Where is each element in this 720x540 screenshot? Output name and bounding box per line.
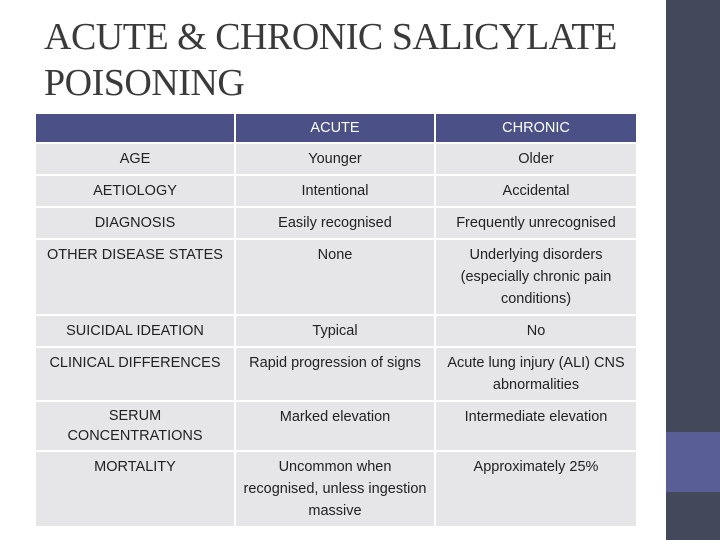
row-label: AGE bbox=[36, 142, 236, 174]
row-label: CLINICAL DIFFERENCES bbox=[36, 346, 236, 400]
row-label: OTHER DISEASE STATES bbox=[36, 238, 236, 314]
header-chronic: CHRONIC bbox=[436, 114, 636, 142]
chronic-cell: Frequently unrecognised bbox=[436, 206, 636, 238]
header-blank bbox=[36, 114, 236, 142]
chronic-cell: Underlying disorders (especially chronic pain conditions) bbox=[436, 238, 636, 314]
slide-title bbox=[44, 14, 644, 106]
chronic-cell: Older bbox=[436, 142, 636, 174]
table-row bbox=[36, 206, 636, 238]
acute-cell: Uncommon when recognised, unless ingestion massive bbox=[236, 450, 436, 526]
acute-cell: Intentional bbox=[236, 174, 436, 206]
table-row bbox=[36, 346, 636, 400]
table-row bbox=[36, 238, 636, 314]
title-line-2: POISONING bbox=[44, 62, 245, 104]
row-label: MORTALITY bbox=[36, 450, 236, 526]
row-label: DIAGNOSIS bbox=[36, 206, 236, 238]
table-row bbox=[36, 142, 636, 174]
table-row bbox=[36, 314, 636, 346]
acute-cell: Younger bbox=[236, 142, 436, 174]
side-decor-accent bbox=[666, 432, 720, 492]
table-row bbox=[36, 450, 636, 526]
row-label: AETIOLOGY bbox=[36, 174, 236, 206]
table-row bbox=[36, 400, 636, 450]
chronic-cell: Acute lung injury (ALI) CNS abnormalities bbox=[436, 346, 636, 400]
acute-cell: Easily recognised bbox=[236, 206, 436, 238]
chronic-cell: Intermediate elevation bbox=[436, 400, 636, 450]
chronic-cell: Accidental bbox=[436, 174, 636, 206]
chronic-cell: Approximately 25% bbox=[436, 450, 636, 526]
header-acute: ACUTE bbox=[236, 114, 436, 142]
chronic-cell: No bbox=[436, 314, 636, 346]
comparison-table bbox=[36, 114, 636, 526]
title-line-1: ACUTE & CHRONIC SALICYLATE bbox=[44, 16, 617, 58]
acute-cell: None bbox=[236, 238, 436, 314]
table-header-row bbox=[36, 114, 636, 142]
acute-cell: Marked elevation bbox=[236, 400, 436, 450]
row-label: SUICIDAL IDEATION bbox=[36, 314, 236, 346]
table-row bbox=[36, 174, 636, 206]
acute-cell: Rapid progression of signs bbox=[236, 346, 436, 400]
acute-cell: Typical bbox=[236, 314, 436, 346]
row-label: SERUM CONCENTRATIONS bbox=[36, 400, 236, 450]
